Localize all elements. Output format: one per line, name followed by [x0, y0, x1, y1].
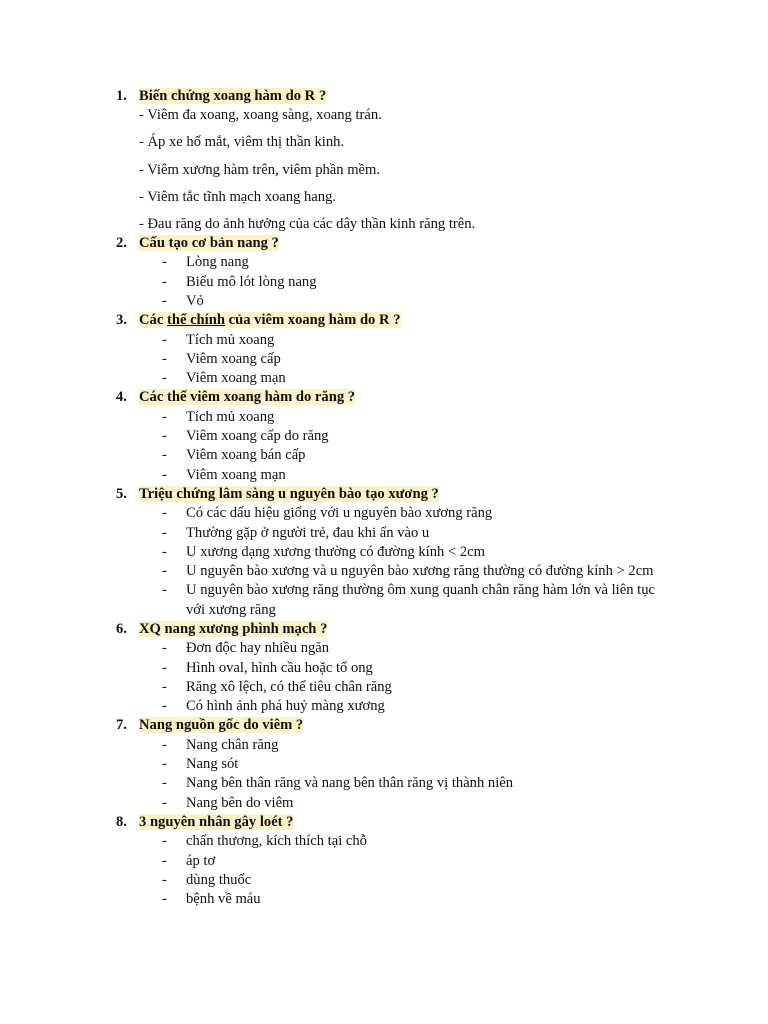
answer-line: - Áp xe hố mắt, viêm thị thần kinh.: [139, 134, 345, 151]
answer-list: [139, 736, 668, 813]
list-item: - Nang bên thân răng và nang bên thân răng vị thành niên: [162, 775, 514, 792]
list-item: - Đơn độc hay nhiều ngăn: [162, 640, 330, 657]
list-item: - Biểu mô lót lòng nang: [162, 273, 317, 290]
answer-list: [139, 832, 668, 909]
question-4: [0, 388, 768, 484]
list-item: - U nguyên bào xương và u nguyên bào xương răng thường có đường kính > 2cm: [162, 563, 654, 580]
question-number: 6.: [116, 620, 127, 637]
list-item: - Viêm xoang cấp: [162, 350, 281, 367]
list-item: - Tích mủ xoang: [162, 408, 275, 425]
list-item: - Viêm xoang bán cấp: [162, 447, 306, 464]
answer-line: - Viêm tắc tĩnh mạch xoang hang.: [139, 188, 337, 205]
answer-line: - Viêm xương hàm trên, viêm phần mềm.: [139, 161, 381, 178]
question-number: 7.: [116, 717, 127, 734]
list-item: - Lòng nang: [162, 254, 249, 271]
question-number: 3.: [116, 312, 127, 329]
answer-line: - Đau răng do ảnh hưởng của các dây thần kinh răng trên.: [139, 216, 476, 233]
list-item: - Nang chân răng: [162, 736, 279, 753]
question-number: 2.: [116, 235, 127, 252]
answer-list: [139, 331, 668, 389]
list-item: - Nang sót: [162, 756, 239, 773]
list-item: - áp tơ: [162, 852, 216, 869]
list-item: - Tích mủ xoang: [162, 331, 275, 348]
question-5: [0, 485, 768, 620]
list-item: - Hình oval, hình cầu hoặc tổ ong: [162, 659, 373, 676]
question-number: 1.: [116, 88, 127, 104]
answer-list: [139, 504, 668, 620]
question-number: 4.: [116, 389, 127, 406]
question-8: [0, 813, 768, 909]
question-1: [0, 87, 768, 234]
question-title: XQ nang xương phình mạch ?: [139, 620, 328, 637]
question-6: [0, 620, 768, 716]
list-item: - Viêm xoang mạn: [162, 466, 286, 483]
document-page: [0, 87, 768, 909]
answer-list: [139, 639, 668, 716]
question-title: Các thể viêm xoang hàm do răng ?: [139, 389, 356, 406]
answer-list: [139, 253, 668, 311]
list-item: - Có các dấu hiệu giống với u nguyên bào xương răng: [162, 505, 493, 522]
question-title: Cấu tạo cơ bản nang ?: [139, 235, 279, 252]
question-3: [0, 311, 768, 388]
list-item: - Viêm xoang cấp do răng: [162, 428, 329, 445]
question-2: [0, 234, 768, 311]
list-item: - Nang bên do viêm: [162, 794, 294, 811]
answer-list: [139, 408, 668, 485]
list-item: - Răng xô lệch, có thể tiêu chân răng: [162, 678, 392, 695]
list-item: - U nguyên bào xương răng thường ôm xung quanh chân răng hàm lớn và liên tục với xương răng: [162, 582, 655, 618]
list-item: - dùng thuốc: [162, 871, 252, 888]
question-title: Triệu chứng lâm sàng u nguyên bào tạo xương ?: [139, 485, 439, 502]
list-item: - bệnh về máu: [162, 891, 261, 908]
question-title: Các thể chính của viêm xoang hàm do R ?: [139, 312, 401, 329]
question-number: 5.: [116, 485, 127, 502]
question-title: Nang nguồn gốc do viêm ?: [139, 717, 304, 734]
list-item: - Vỏ: [162, 292, 204, 309]
list-item: - U xương dạng xương thường có đường kính < 2cm: [162, 543, 485, 560]
question-title: Biến chứng xoang hàm do R ?: [139, 88, 327, 104]
list-item: - Thường gặp ở người trẻ, đau khi ấn vào u: [162, 524, 430, 541]
question-7: [0, 716, 768, 812]
list-item: - chấn thương, kích thích tại chỗ: [162, 833, 367, 850]
list-item: - Có hình ảnh phá huỷ màng xương: [162, 698, 385, 715]
question-title: 3 nguyên nhân gây loét ?: [139, 813, 294, 830]
question-number: 8.: [116, 813, 127, 830]
answer-line: - Viêm đa xoang, xoang sàng, xoang trán.: [139, 107, 382, 124]
list-item: - Viêm xoang mạn: [162, 370, 286, 387]
